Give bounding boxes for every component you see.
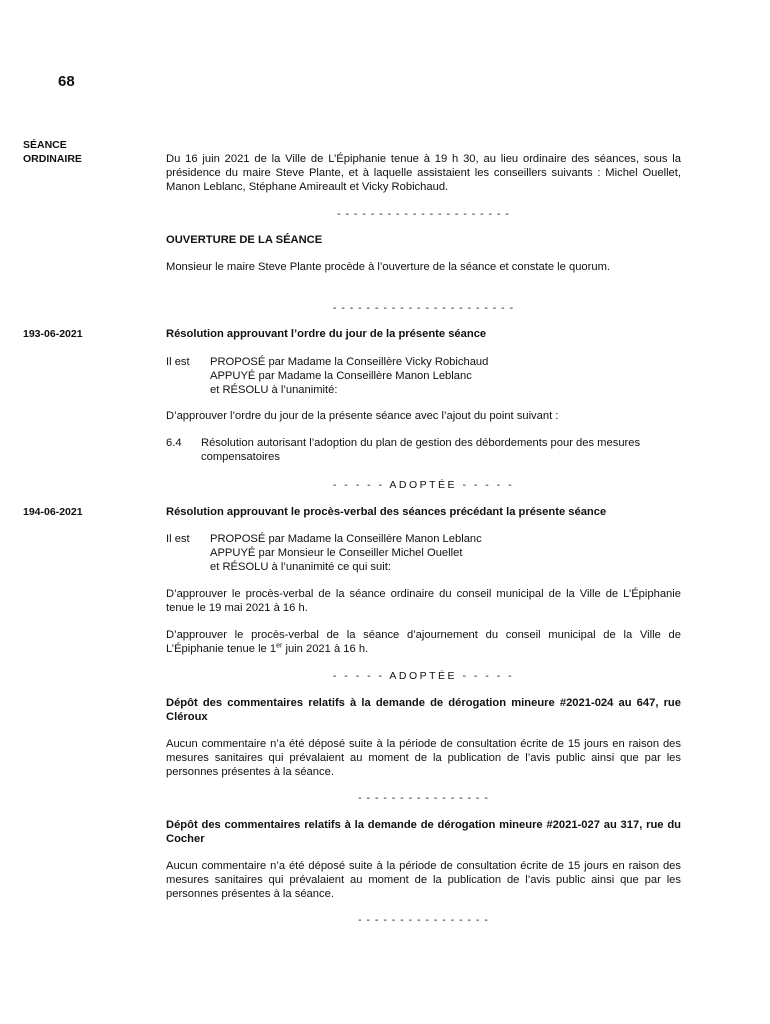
motion-lead: Il est <box>166 356 190 368</box>
motion-seconded: APPUYÉ par Madame la Conseillère Manon Leblanc <box>210 370 472 382</box>
opening-separator: - - - - - - - - - - - - - - - - - - - - - - <box>332 302 515 314</box>
agenda-item-text: Résolution autorisant l’adoption du plan de gestion des débordements pour des mesures compensatoires <box>201 437 641 463</box>
motion-resolved: et RÉSOLU à l’unanimité ce qui suit: <box>210 561 391 573</box>
deposit-1-separator: - - - - - - - - - - - - - - - - <box>358 792 489 804</box>
deposit-2-separator: - - - - - - - - - - - - - - - - <box>358 914 489 926</box>
agenda-item-number: 6.4 <box>166 437 182 449</box>
resolution-194-title: Résolution approuvant le procès-verbal des séances précédant la présente séance <box>166 506 607 518</box>
deposit-1-title: Dépôt des commentaires relatifs à la demande de dérogation mineure #2021-024 au 647, rue Cléroux <box>166 697 681 723</box>
text2-after: juin 2021 à 16 h. <box>282 643 369 655</box>
resolution-194-text1: D’approuver le procès-verbal de la séance ordinaire du conseil municipal de la Ville de L’Épiphanie tenue le 19 mai 2021 à 16 h. <box>166 588 681 614</box>
opening-heading: OUVERTURE DE LA SÉANCE <box>166 234 323 246</box>
text2-before: D’approuver le procès-verbal de la séance d’ajournement du conseil municipal de la Ville de L’Épiphanie tenue le 1 <box>166 629 681 655</box>
seance-label-line1: SÉANCE <box>23 139 67 151</box>
page-number: 68 <box>58 73 75 90</box>
deposit-2-paragraph: Aucun commentaire n’a été déposé suite à la période de consultation écrite de 15 jours en raison des mesures sanitaires qui prévalaient au moment de la publication de l’avis public ainsi que par les personnes présentes à la séance. <box>166 860 681 900</box>
resolution-193-text: D’approuver l’ordre du jour de la présente séance avec l’ajout du point suivant : <box>166 410 559 422</box>
margin-label-seance <box>23 138 82 166</box>
intro-paragraph: Du 16 juin 2021 de la Ville de L’Épiphanie tenue à 19 h 30, au lieu ordinaire des séances, sous la présidence du maire Steve Plante, et à laquelle assistaient les conseillers suivants : Michel Ouellet, Manon Leblanc, Stéphane Amireault et Vicky Robichaud. <box>166 153 681 193</box>
motion-proposed: PROPOSÉ par Madame la Conseillère Manon Leblanc <box>210 533 482 545</box>
motion-proposed: PROPOSÉ par Madame la Conseillère Vicky Robichaud <box>210 356 489 368</box>
intro-separator: - - - - - - - - - - - - - - - - - - - - - <box>337 208 510 220</box>
deposit-1-paragraph: Aucun commentaire n’a été déposé suite à la période de consultation écrite de 15 jours en raison des mesures sanitaires qui prévalaient au moment de la publication de l’avis public ainsi que par les personnes présentes à la séance. <box>166 738 681 778</box>
resolution-number-193: 193-06-2021 <box>23 328 83 340</box>
motion-resolved: et RÉSOLU à l’unanimité: <box>210 384 338 396</box>
resolution-193-adopted: - - - - - ADOPTÉE - - - - - <box>332 479 515 491</box>
seance-label-line2: ORDINAIRE <box>23 153 82 165</box>
resolution-194-adopted: - - - - - ADOPTÉE - - - - - <box>332 670 515 682</box>
resolution-194-text2 <box>166 628 681 656</box>
resolution-193-title: Résolution approuvant l’ordre du jour de la présente séance <box>166 328 487 340</box>
text2-superscript: er <box>276 642 283 650</box>
opening-paragraph: Monsieur le maire Steve Plante procède à l’ouverture de la séance et constate le quorum. <box>166 261 611 273</box>
motion-lead: Il est <box>166 533 190 545</box>
motion-seconded: APPUYÉ par Monsieur le Conseiller Michel Ouellet <box>210 547 463 559</box>
resolution-number-194: 194-06-2021 <box>23 506 83 518</box>
deposit-2-title: Dépôt des commentaires relatifs à la demande de dérogation mineure #2021-027 au 317, rue du Cocher <box>166 819 681 845</box>
